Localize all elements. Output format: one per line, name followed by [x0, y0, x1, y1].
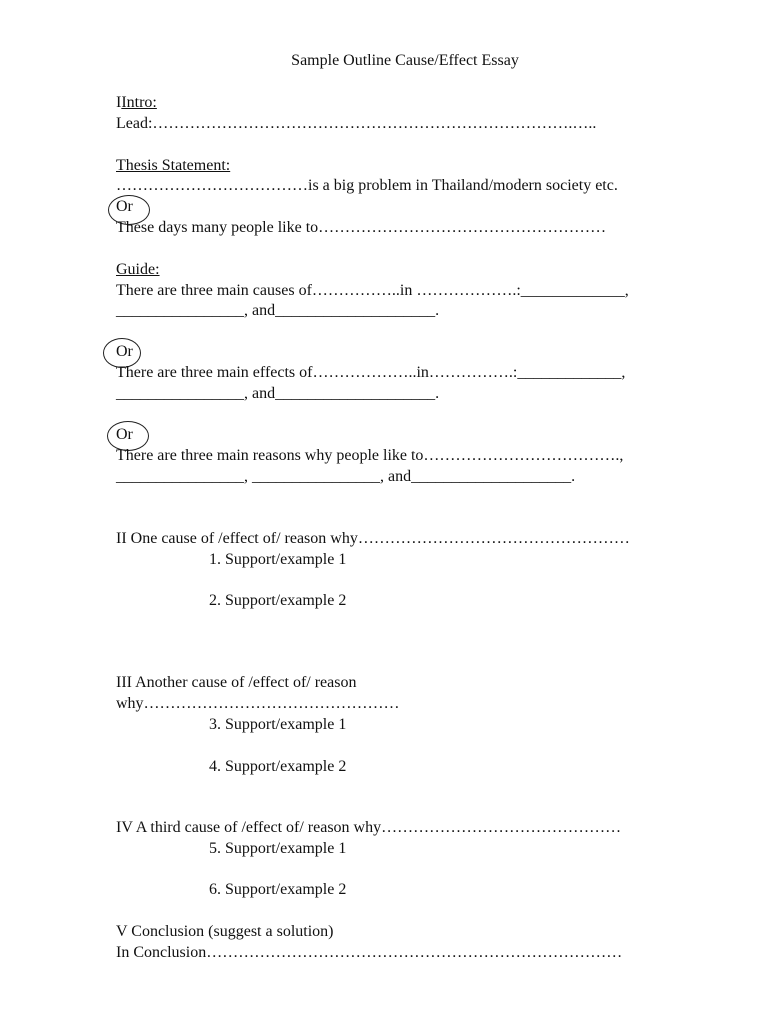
- section-3-item-1: 3. Support/example 1: [209, 716, 347, 733]
- thesis-line-1: ………………………………is a big problem in Thailand/modern society etc.: [116, 177, 618, 194]
- guide-reasons-line-1: There are three main reasons why people like to……………………………….,: [116, 447, 624, 464]
- section-4-item-1: 5. Support/example 1: [209, 840, 347, 857]
- section-3-heading-1: III Another cause of /effect of/ reason: [116, 674, 357, 691]
- section-4-item-2: 6. Support/example 2: [209, 881, 347, 898]
- section-5-heading: V Conclusion (suggest a solution): [116, 923, 334, 940]
- guide-effects-line-1: There are three main effects of………………..in…………….:_____________,: [116, 364, 626, 381]
- intro-heading-label: Intro:: [121, 94, 157, 111]
- section-2-item-2: 2. Support/example 2: [209, 592, 347, 609]
- conclusion-line: In Conclusion……………………………………………………………………: [116, 944, 623, 961]
- guide-reasons-line-2: ________________, ________________, and____________________.: [116, 468, 576, 485]
- or-label-2: Or: [116, 343, 133, 360]
- section-4-heading: IV A third cause of /effect of/ reason why………………………………………: [116, 819, 622, 836]
- section-2-heading: II One cause of /effect of/ reason why……………………………………………: [116, 530, 630, 547]
- intro-heading: [116, 93, 157, 113]
- or-label-1: Or: [116, 198, 133, 215]
- page-title: Sample Outline Cause/Effect Essay: [291, 52, 519, 69]
- or-label-3: Or: [116, 426, 133, 443]
- intro-heading-num: I: [116, 94, 122, 111]
- thesis-line-2: These days many people like to………………………………………………: [116, 219, 607, 236]
- guide-causes-line-1: There are three main causes of……………..in ……………….:_____________,: [116, 282, 629, 299]
- lead-line: Lead:…………………………………………………………………….…..: [116, 115, 597, 132]
- section-2-item-1: 1. Support/example 1: [209, 551, 347, 568]
- guide-label: Guide:: [116, 261, 160, 278]
- section-3-heading-2: why…………………………………………: [116, 695, 400, 712]
- thesis-label: Thesis Statement:: [116, 157, 231, 174]
- guide-causes-line-2: ________________, and____________________.: [116, 302, 440, 319]
- guide-effects-line-2: ________________, and____________________.: [116, 385, 440, 402]
- section-3-item-2: 4. Support/example 2: [209, 758, 347, 775]
